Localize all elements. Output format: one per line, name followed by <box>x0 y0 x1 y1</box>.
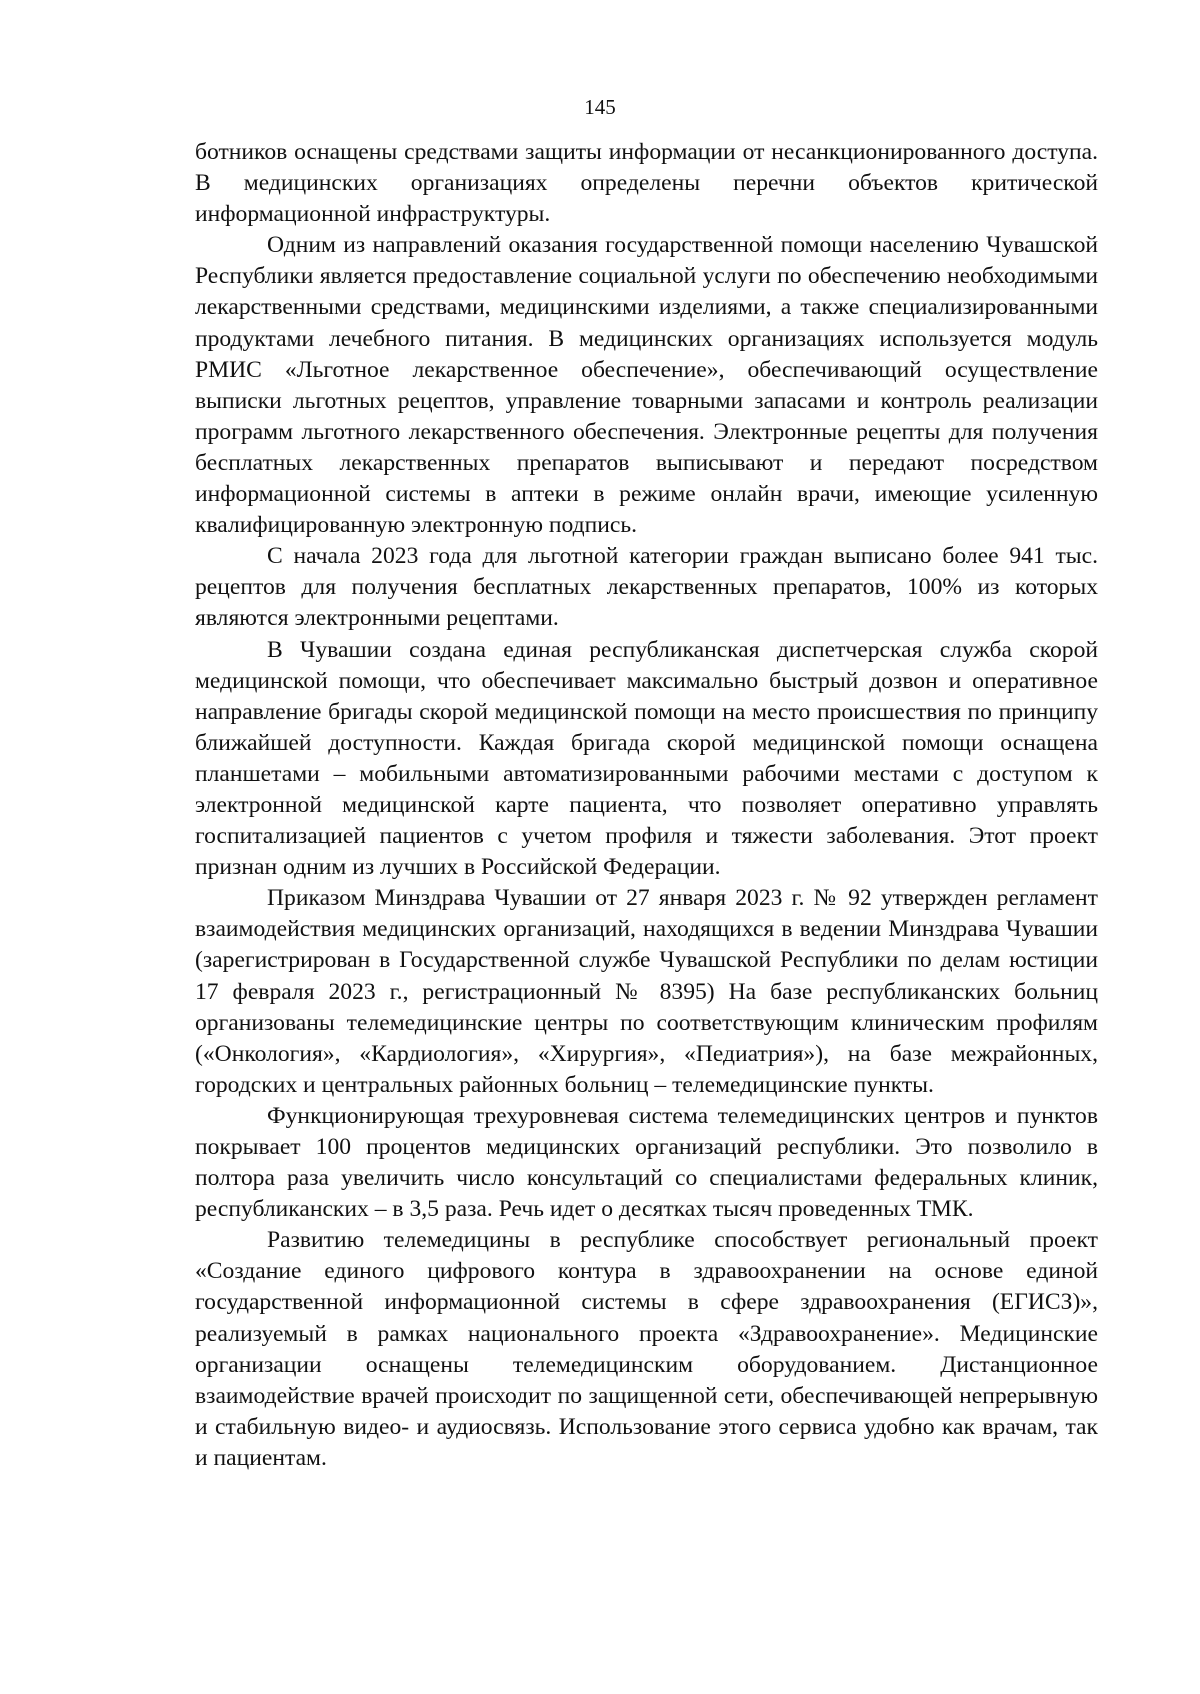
paragraph-ambulance-dispatch: В Чувашии создана единая республиканская диспетчерская служба скорой медицинской помощи, что обеспечивает максимально быстрый дозвон и оперативное направление бригады скорой медицинской помощи на место происшествия по принципу ближайшей доступности. Каждая бригада скорой медицинской помощи оснащена планшетами – мобильными автоматизированными рабочими местами с доступом к электронной медицинской карте пациента, что позволяет оперативно управлять госпитализацией пациентов с учетом профиля и тяжести заболевания. Этот проект признан одним из лучших в Российской Федерации. <box>195 636 1098 881</box>
paragraph-ministry-order: Приказом Минздрава Чувашии от 27 января 2023 г. № 92 утвержден регламент взаимодействия медицинских организаций, находящихся в ведении Минздрава Чувашии (зарегистрирован в Государственной службе Чувашской Республики по делам юстиции 17 февраля 2023 г., регистрационный № 8395) На базе республиканских больниц организованы телемедицинские центры по соответствующим клиническим профилям («Онкология», «Кардиология», «Хирургия», «Педиатрия»), на базе межрайонных, городских и центральных районных больниц – телемедицинские пункты. <box>195 885 1098 1098</box>
page-number: 145 <box>584 95 616 119</box>
paragraph-prescriptions-2023: С начала 2023 года для льготной категории граждан выписано более 941 тыс. рецептов для получения бесплатных лекарственных препаратов, 100% из которых являются электронными рецептами. <box>195 543 1098 632</box>
paragraph-preferential-medicines: Одним из направлений оказания государственной помощи населению Чувашской Республики является предоставление социальной услуги по обеспечению необходимыми лекарственными средствами, медицинскими изделиями, а также специализированными продуктами лечебного питания. В медицинских организациях используется модуль РМИС «Льготное лекарственное обеспечение», обеспечивающий осуществление выписки льготных рецептов, управление товарными запасами и контроль реализации программ льготного лекарственного обеспечения. Электронные рецепты для получения бесплатных лекарственных препаратов выписывают и передают посредством информационной системы в аптеки в режиме онлайн врачи, имеющие усиленную квалифицированную электронную подпись. <box>195 232 1098 539</box>
paragraph-telemedicine-system: Функционирующая трехуровневая система телемедицинских центров и пунктов покрывает 100 процентов медицинских организаций республики. Это позволило в полтора раза увеличить число консультаций со специалистами федеральных клиник, республиканских – в 3,5 раза. Речь идет о десятках тысяч проведенных ТМК. <box>195 1102 1098 1223</box>
paragraph-regional-project: Развитию телемедицины в республике способствует региональный проект «Создание единого цифрового контура в здравоохранении на основе единой государственной информационной системы в сфере здравоохранения (ЕГИСЗ)», реализуемый в рамках национального проекта «Здравоохранение». Медицинские организации оснащены телемедицинским оборудованием. Дистанционное взаимодействие врачей происходит по защищенной сети, обеспечивающей непрерывную и стабильную видео- и аудиосвязь. Использование этого сервиса удобно как врачам, так и пациентам. <box>195 1227 1098 1471</box>
document-body <box>195 137 1098 1474</box>
paragraph-information-security: ботников оснащены средствами защиты информации от несанкционированного доступа. В медицинских организациях определены перечни объектов критической информационной инфраструктуры. <box>195 139 1098 228</box>
